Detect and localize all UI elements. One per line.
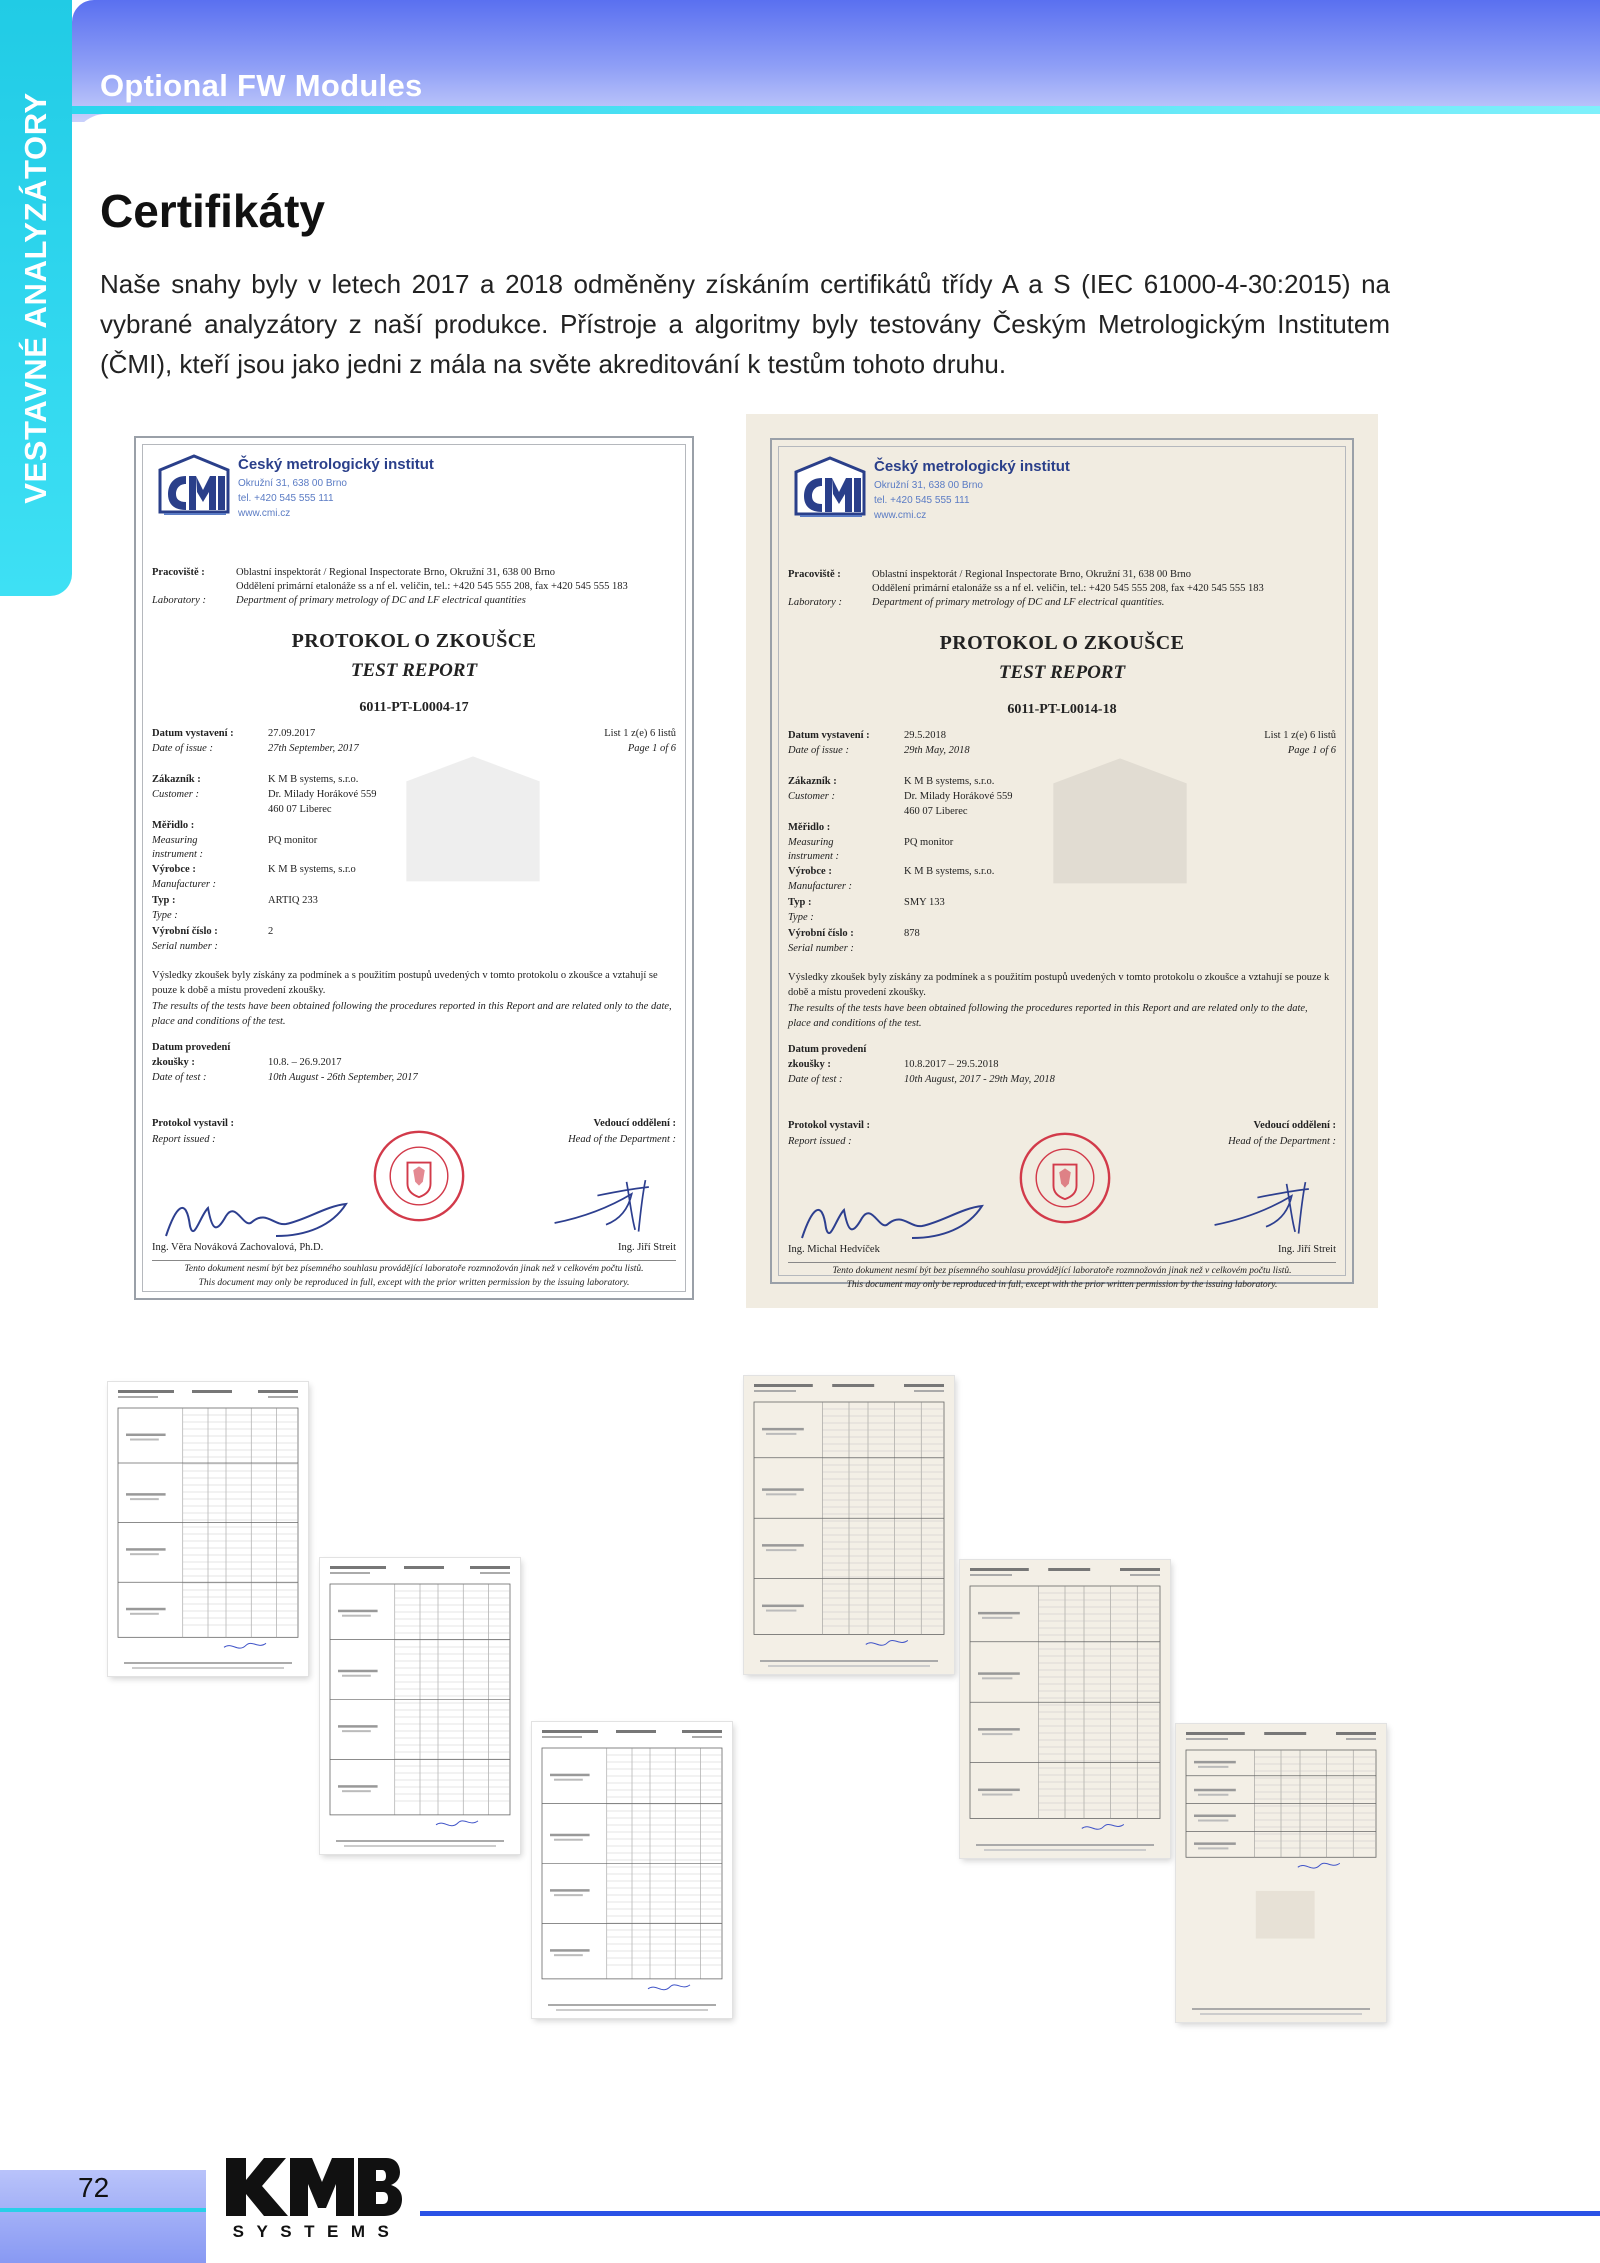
section-title: Optional FW Modules bbox=[100, 68, 423, 103]
lab-line-1: Oblastní inspektorát / Regional Inspectorate Brno, Okružní 31, 638 00 Brno bbox=[872, 569, 1192, 580]
issued-label: Protokol vystavil : bbox=[788, 1120, 871, 1131]
manufacturer-value: K M B systems, s.r.o bbox=[268, 864, 356, 875]
serial-row-en bbox=[788, 943, 1336, 957]
report-number: 6011-PT-L0014-18 bbox=[1007, 702, 1117, 717]
manufacturer-row-en bbox=[788, 881, 1336, 895]
customer-label-en: Customer : bbox=[788, 791, 835, 802]
test-date-row-en bbox=[152, 1072, 676, 1086]
instrument-label: Měřidlo : bbox=[788, 822, 831, 833]
results-statement-en: The results of the tests have been obtained following the procedures reported in this Report and are related only to the date, place and conditions of the test. bbox=[788, 1003, 1308, 1029]
test-date-row-1 bbox=[788, 1044, 1336, 1058]
type-row-en bbox=[788, 912, 1336, 926]
test-date-value-en: 10th August, 2017 - 29th May, 2018 bbox=[904, 1074, 1055, 1085]
head-name: Ing. Jiří Streit bbox=[1277, 1244, 1336, 1255]
serial-row bbox=[788, 928, 1336, 942]
manufacturer-label-en: Manufacturer : bbox=[788, 881, 853, 892]
instrument-row bbox=[788, 822, 1336, 836]
manufacturer-row-en bbox=[152, 879, 676, 893]
test-date-value-en: 10th August - 26th September, 2017 bbox=[268, 1072, 418, 1083]
issue-date-en: 29th May, 2018 bbox=[904, 745, 970, 756]
thumbnail-table-drawing bbox=[108, 1382, 308, 1676]
type-label-en: Type : bbox=[788, 912, 814, 923]
manufacturer-label: Výrobce : bbox=[152, 864, 196, 875]
instrument-row bbox=[152, 820, 676, 834]
manufacturer-row bbox=[788, 866, 1336, 880]
results-statement-cz: Výsledky zkoušek byly získány za podmínek a s použitím postupů uvedených v tomto protokolu o zkoušce a vztahují se pouze k době a místu provedení zkoušky. bbox=[788, 972, 1330, 998]
thumbnail-table-drawing bbox=[320, 1558, 520, 1854]
head-label-en: Head of the Department : bbox=[568, 1134, 676, 1145]
manufacturer-label: Výrobce : bbox=[788, 866, 832, 877]
report-page-thumbnail bbox=[744, 1376, 954, 1674]
head-name: Ing. Jiří Streit bbox=[617, 1242, 676, 1253]
issue-row bbox=[152, 728, 676, 742]
instrument-label: Měřidlo : bbox=[152, 820, 195, 831]
institute-address: Okružní 31, 638 00 Brno bbox=[238, 478, 347, 489]
footer-accent-line bbox=[0, 2208, 206, 2212]
test-date-label-en: Date of test : bbox=[788, 1074, 843, 1085]
institute-name: Český metrologický institut bbox=[874, 458, 1070, 475]
report-subtitle: TEST REPORT bbox=[350, 660, 478, 681]
customer-city: 460 07 Liberec bbox=[904, 806, 968, 817]
kmb-logo-subtitle: SYSTEMS bbox=[232, 2222, 402, 2241]
instrument-label-en: Measuring bbox=[788, 837, 834, 848]
institute-web: www.cmi.cz bbox=[874, 510, 927, 521]
issuer-name: Ing. Věra Nováková Zachovalová, Ph.D. bbox=[152, 1242, 324, 1253]
footer-en: This document may only be reproduced in full, except with the prior written permission by the issuing laboratory. bbox=[198, 1278, 630, 1288]
serial-row bbox=[152, 926, 676, 940]
issue-label: Datum vystavení : bbox=[152, 728, 234, 739]
report-page-thumbnail bbox=[320, 1558, 520, 1854]
head-signature bbox=[1206, 1172, 1326, 1242]
serial-label-en: Serial number : bbox=[788, 943, 854, 954]
lab-label-en: Laboratory : bbox=[152, 595, 206, 606]
footer-rule bbox=[420, 2211, 1600, 2216]
type-label: Typ : bbox=[788, 897, 812, 908]
test-date-label-2: zkoušky : bbox=[788, 1059, 831, 1070]
test-date-label: Datum provedení bbox=[788, 1044, 867, 1055]
customer-label: Zákazník : bbox=[152, 774, 201, 785]
instrument-row-2 bbox=[152, 835, 676, 849]
institute-stamp bbox=[371, 1128, 467, 1224]
sheet-count-en: Page 1 of 6 bbox=[1287, 745, 1336, 756]
instrument-row-3 bbox=[152, 849, 676, 863]
manufacturer-row bbox=[152, 864, 676, 878]
serial-value: 878 bbox=[904, 928, 920, 939]
certificate-footer bbox=[152, 1262, 676, 1290]
type-row-en bbox=[152, 910, 676, 924]
side-tab-label: VESTAVNÉ ANALYZÁTORY bbox=[18, 92, 53, 504]
serial-label-en: Serial number : bbox=[152, 941, 218, 952]
institute-phone: tel. +420 545 555 111 bbox=[238, 493, 334, 504]
instrument-value: PQ monitor bbox=[904, 837, 954, 848]
customer-street: Dr. Milady Horákové 559 bbox=[268, 789, 377, 800]
lab-label-en: Laboratory : bbox=[788, 597, 842, 608]
institute-phone: tel. +420 545 555 111 bbox=[874, 495, 970, 506]
sheet-count-en: Page 1 of 6 bbox=[627, 743, 676, 754]
report-page-thumbnail bbox=[532, 1722, 732, 2018]
serial-value: 2 bbox=[268, 926, 274, 937]
head-label: Vedoucí oddělení : bbox=[593, 1118, 676, 1129]
issue-date: 27.09.2017 bbox=[268, 728, 316, 739]
side-tab bbox=[0, 0, 72, 596]
issue-label: Datum vystavení : bbox=[788, 730, 870, 741]
thumbnail-table-drawing bbox=[960, 1560, 1170, 1858]
head-label: Vedoucí oddělení : bbox=[1253, 1120, 1336, 1131]
customer-row-3 bbox=[152, 804, 676, 818]
instrument-row-2 bbox=[788, 837, 1336, 851]
customer-name: K M B systems, s.r.o. bbox=[268, 774, 359, 785]
customer-row bbox=[788, 776, 1336, 790]
report-title: PROTOKOL O ZKOUŠCE bbox=[939, 632, 1185, 654]
thumbnail-table-drawing bbox=[744, 1376, 954, 1674]
issuer-name: Ing. Michal Hedvíček bbox=[788, 1244, 880, 1255]
test-date-label-en: Date of test : bbox=[152, 1072, 207, 1083]
footer-rule bbox=[788, 1262, 1336, 1263]
institute-name: Český metrologický institut bbox=[238, 456, 434, 473]
page-heading: Certifikáty bbox=[100, 185, 325, 237]
serial-label: Výrobní číslo : bbox=[788, 928, 854, 939]
signature-names bbox=[788, 1244, 1336, 1258]
cmi-logo-icon bbox=[792, 454, 868, 520]
issue-row-en bbox=[152, 743, 676, 757]
report-title: PROTOKOL O ZKOUŠCE bbox=[291, 630, 537, 652]
head-label-en: Head of the Department : bbox=[1228, 1136, 1336, 1147]
page-number: 72 bbox=[78, 2172, 110, 2203]
test-date-label-2: zkoušky : bbox=[152, 1057, 195, 1068]
footer-rule bbox=[152, 1260, 676, 1261]
test-date-value: 10.8.2017 – 29.5.2018 bbox=[904, 1059, 999, 1070]
issued-label-en: Report issued : bbox=[788, 1136, 852, 1147]
institute-web: www.cmi.cz bbox=[238, 508, 291, 519]
institute-stamp bbox=[1017, 1130, 1113, 1226]
customer-label-en: Customer : bbox=[152, 789, 199, 800]
results-statement-en: The results of the tests have been obtained following the procedures reported in this Report and are related only to the date, place and conditions of the test. bbox=[152, 1001, 672, 1027]
issued-label: Protokol vystavil : bbox=[152, 1118, 235, 1129]
type-row bbox=[788, 897, 1336, 911]
sheet-count: List 1 z(e) 6 listů bbox=[1264, 730, 1336, 741]
lab-line-2: Oddělení primární etalonáže ss a nf el. veličin, tel.: +420 545 555 208, fax +420 545 555 183 bbox=[872, 583, 1264, 594]
test-date-row-en bbox=[788, 1074, 1336, 1088]
customer-city: 460 07 Liberec bbox=[268, 804, 332, 815]
issue-row bbox=[788, 730, 1336, 744]
serial-row-en bbox=[152, 941, 676, 955]
lab-line-2: Oddělení primární etalonáže ss a nf el. veličin, tel.: +420 545 555 208, fax +420 545 555 183 bbox=[236, 581, 628, 592]
footer-cz: Tento dokument nesmí být bez písemného souhlasu provádějící laboratoře rozmnožován jinak než v celkovém počtu listů. bbox=[832, 1266, 1292, 1276]
instrument-value: PQ monitor bbox=[268, 835, 318, 846]
test-date-row bbox=[152, 1057, 676, 1071]
footer-cz: Tento dokument nesmí být bez písemného souhlasu provádějící laboratoře rozmnožován jinak než v celkovém počtu listů. bbox=[184, 1264, 644, 1274]
type-label-en: Type : bbox=[152, 910, 178, 921]
thumbnail-table-drawing bbox=[532, 1722, 732, 2018]
issue-date-en: 27th September, 2017 bbox=[268, 743, 359, 754]
type-row bbox=[152, 895, 676, 909]
test-date-label: Datum provedení bbox=[152, 1042, 231, 1053]
head-signature bbox=[546, 1170, 666, 1240]
thumbnail-table-drawing bbox=[1176, 1724, 1386, 2022]
lab-line-3: Department of primary metrology of DC and LF electrical quantities. bbox=[872, 597, 1165, 608]
customer-row bbox=[152, 774, 676, 788]
header-accent-line bbox=[72, 106, 1600, 114]
certificate-2017 bbox=[110, 416, 716, 1310]
customer-row-2 bbox=[152, 789, 676, 803]
serial-label: Výrobní číslo : bbox=[152, 926, 218, 937]
test-date-row bbox=[788, 1059, 1336, 1073]
report-number: 6011-PT-L0004-17 bbox=[359, 700, 469, 715]
report-page-thumbnail bbox=[108, 1382, 308, 1676]
issue-label-en: Date of issue : bbox=[152, 743, 213, 754]
signature-names bbox=[152, 1242, 676, 1256]
lab-label: Pracoviště : bbox=[152, 567, 205, 578]
sheet-count: List 1 z(e) 6 listů bbox=[604, 728, 676, 739]
issue-label-en: Date of issue : bbox=[788, 745, 849, 756]
lab-line-3: Department of primary metrology of DC and LF electrical quantities bbox=[236, 595, 526, 606]
lab-line-1: Oblastní inspektorát / Regional Inspectorate Brno, Okružní 31, 638 00 Brno bbox=[236, 567, 556, 578]
intro-paragraph: Naše snahy byly v letech 2017 a 2018 odměněny získáním certifikátů třídy A a S (IEC 61000-4-30:2015) na vybrané analyzátory z naší produkce. Přístroje a algoritmy byly testovány Českým Metrologickým Institutem (ČMI), kteří jsou jako jedni z mála na světe akreditování k testům tohoto druhu. bbox=[100, 269, 1390, 379]
type-value: SMY 133 bbox=[904, 897, 945, 908]
certificate-2018 bbox=[746, 414, 1378, 1308]
customer-name: K M B systems, s.r.o. bbox=[904, 776, 995, 787]
instrument-label-en-2: instrument : bbox=[152, 849, 204, 860]
institute-address: Okružní 31, 638 00 Brno bbox=[874, 480, 983, 491]
issuer-signature bbox=[792, 1188, 992, 1248]
type-value: ARTIQ 233 bbox=[268, 895, 318, 906]
report-page-thumbnail bbox=[960, 1560, 1170, 1858]
test-date-value: 10.8. – 26.9.2017 bbox=[268, 1057, 342, 1068]
certificate-page bbox=[770, 438, 1354, 1290]
issuer-signature bbox=[156, 1186, 356, 1246]
customer-row-2 bbox=[788, 791, 1336, 805]
issue-row-en bbox=[788, 745, 1336, 759]
customer-street: Dr. Milady Horákové 559 bbox=[904, 791, 1013, 802]
manufacturer-value: K M B systems, s.r.o. bbox=[904, 866, 995, 877]
manufacturer-label-en: Manufacturer : bbox=[152, 879, 217, 890]
certificate-page bbox=[134, 436, 694, 1300]
cmi-logo-icon bbox=[156, 452, 232, 518]
customer-row-3 bbox=[788, 806, 1336, 820]
customer-label: Zákazník : bbox=[788, 776, 837, 787]
issued-label-en: Report issued : bbox=[152, 1134, 216, 1145]
header-curve bbox=[72, 114, 1600, 154]
report-page-thumbnail bbox=[1176, 1724, 1386, 2022]
issue-date: 29.5.2018 bbox=[904, 730, 946, 741]
results-statement-cz: Výsledky zkoušek byly získány za podmínek a s použitím postupů uvedených v tomto protokolu o zkoušce a vztahují se pouze k době a místu provedení zkoušky. bbox=[152, 970, 658, 996]
lab-label: Pracoviště : bbox=[788, 569, 841, 580]
type-label: Typ : bbox=[152, 895, 176, 906]
instrument-label-en: Measuring bbox=[152, 835, 198, 846]
test-date-row-1 bbox=[152, 1042, 676, 1056]
footer-en: This document may only be reproduced in full, except with the prior written permission by the issuing laboratory. bbox=[846, 1280, 1278, 1290]
instrument-label-en-2: instrument : bbox=[788, 851, 840, 862]
certificate-footer bbox=[788, 1264, 1336, 1292]
instrument-row-3 bbox=[788, 851, 1336, 865]
report-subtitle: TEST REPORT bbox=[998, 662, 1126, 683]
